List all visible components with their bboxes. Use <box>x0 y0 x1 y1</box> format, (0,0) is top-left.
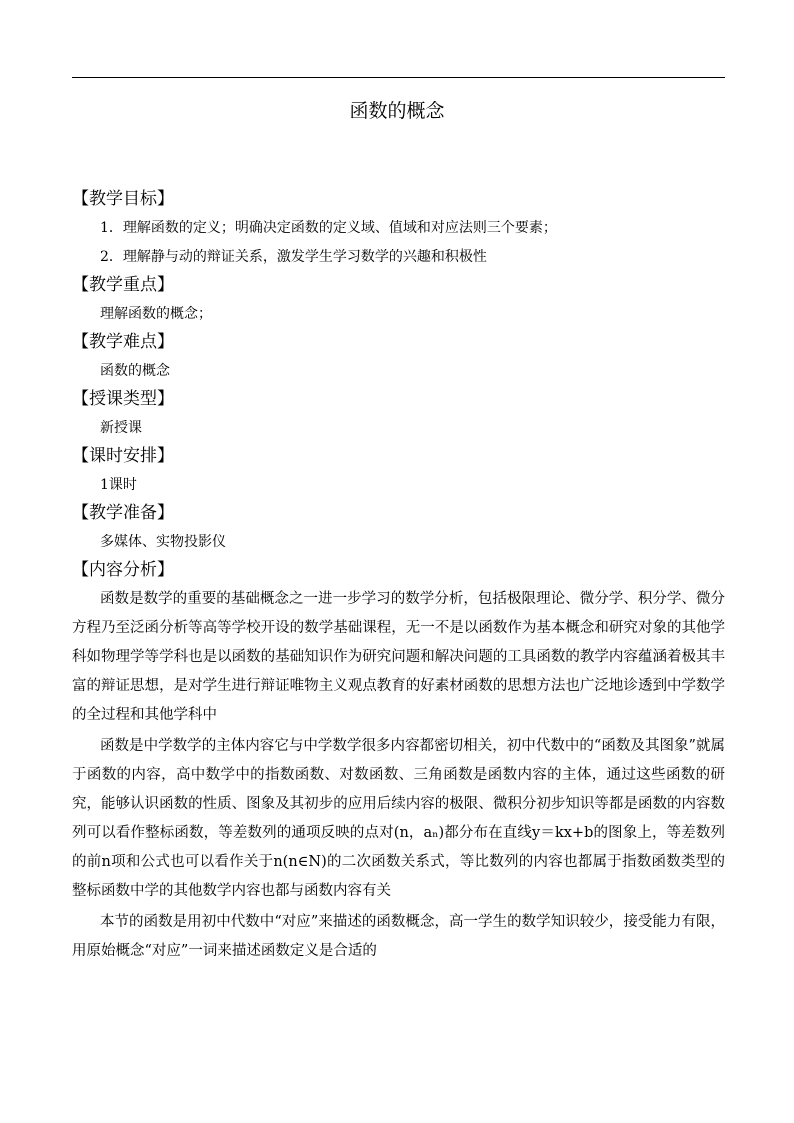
analysis-paragraph-2: 函数是中学数学的主体内容它与中学数学很多内容都密切相关，初中代数中的“函数及其图象”就属于函数的内容，高中数学中的指数函数、对数函数、三角函数是函数内容的主体，通过这些函数的研究，能够认识函数的性质、图象及其初步的应用后续内容的极限、微积分初步知识等都是函数的内容数列可以看作整标函数，等差数列的通项反映的点对(n，aₙ)都分布在直线y＝kx+b的图象上，等差数列的前n项和公式也可以看作关于n(n∈N)的二次函数关系式，等比数列的内容也都属于指数函数类型的整标函数中学的其他数学内容也都与函数内容有关 <box>72 738 725 899</box>
section-heading-analysis: 【内容分析】 <box>72 560 174 580</box>
header-rule <box>72 77 725 78</box>
page-title: 函数的概念 <box>349 100 445 122</box>
goal-item-1: 1．理解函数的定义；明确决定函数的定义域、值域和对应法则三个要素； <box>100 220 557 236</box>
lesson-type-text: 新授课 <box>100 420 142 436</box>
section-heading-goals: 【教学目标】 <box>72 189 174 209</box>
analysis-paragraph-1: 函数是数学的重要的基础概念之一进一步学习的数学分析，包括极限理论、微分学、积分学、微分方程乃至泛函分析等高等学校开设的数学基础课程，无一不是以函数作为基本概念和研究对象的其他学科如物理学等学科也是以函数的基础知识作为研究问题和解决问题的工具函数的教学内容蕴涵着极其丰富的辩证思想，是对学生进行辩证唯物主义观点教育的好素材函数的思想方法也广泛地诊透到中学数学的全过程和其他学科中 <box>72 591 725 723</box>
section-heading-lesson-type: 【授课类型】 <box>72 389 174 409</box>
document-body <box>72 188 725 966</box>
key-points-text: 理解函数的概念； <box>100 306 212 322</box>
section-heading-difficulties: 【教学难点】 <box>72 332 174 352</box>
difficulties-text: 函数的概念 <box>100 363 170 379</box>
section-heading-key-points: 【教学重点】 <box>72 275 174 295</box>
analysis-paragraph-3: 本节的函数是用初中代数中“对应”来描述的函数概念，高一学生的数学知识较少，接受能力有限，用原始概念“对应”一词来描述函数定义是合适的 <box>72 914 725 959</box>
schedule-text: 1课时 <box>100 477 137 493</box>
section-heading-preparation: 【教学准备】 <box>72 503 174 523</box>
preparation-text: 多媒体、实物投影仪 <box>100 534 226 550</box>
section-heading-schedule: 【课时安排】 <box>72 446 174 466</box>
goal-item-2: 2．理解静与动的辩证关系，激发学生学习数学的兴趣和积极性 <box>100 249 487 265</box>
